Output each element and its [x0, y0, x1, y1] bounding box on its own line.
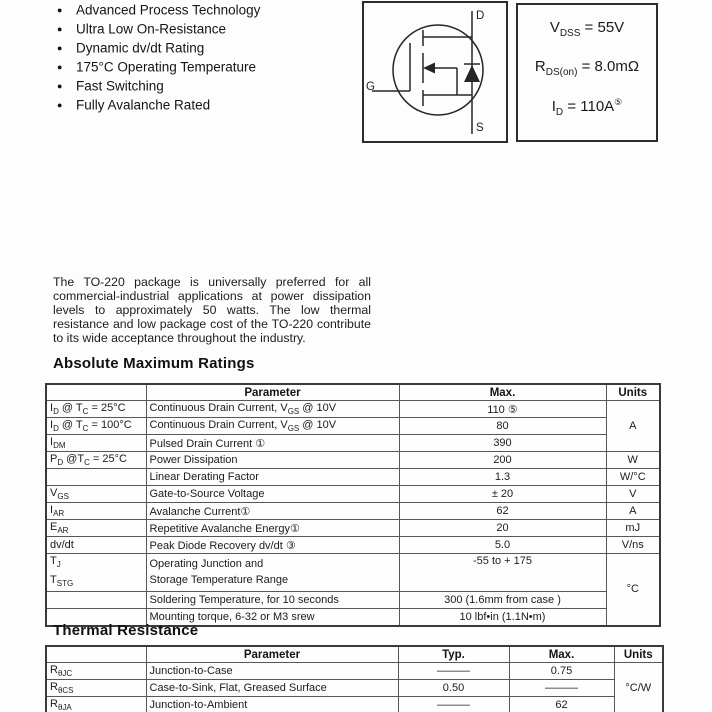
table-row — [46, 680, 663, 697]
feature-item — [57, 58, 260, 77]
parameter-cell: Continuous Drain Current, $V_{GS}$ @ 10V — [146, 418, 399, 435]
units-cell: A — [606, 503, 660, 520]
max-cell: 10 lbf•in (1.1N•m) — [399, 609, 606, 627]
symbol-cell: $T_J$ $T_{STG}$ — [46, 554, 146, 592]
parameter-cell: Power Dissipation — [146, 452, 399, 469]
units-cell: A — [606, 401, 660, 452]
parameter-cell: Repetitive Avalanche Energy① — [146, 520, 399, 537]
units-header: Units — [606, 384, 660, 401]
symbol-cell: $P_D$ $@T_C = 25^\circ C$ — [46, 452, 146, 469]
units-cell: °C/W — [614, 663, 663, 712]
symbol-cell — [46, 469, 146, 486]
parameter-cell: Continuous Drain Current, $V_{GS}$ @ 10V — [146, 401, 399, 418]
feature-item — [57, 20, 260, 39]
table-row — [46, 486, 660, 503]
units-cell: V/ns — [606, 537, 660, 554]
package-description: The TO-220 package is universally preferred for all commercial-industrial applications at power dissipation levels to approximately 50 watts. The low thermal resistance and low package cost of the TO-220 contribute to its wide acceptance throughout the industry. — [53, 275, 371, 345]
table-row — [46, 401, 660, 418]
feature-text: Dynamic dv/dt Rating — [76, 40, 205, 56]
max-header: Max. — [509, 646, 614, 663]
symbol-cell: $V_{GS}$ — [46, 486, 146, 503]
max-cell: 110 ⑤ — [399, 401, 606, 418]
parameter-cell: Operating Junction and Storage Temperature Range — [146, 554, 399, 592]
parameter-header: Parameter — [146, 646, 398, 663]
table-row — [46, 697, 663, 712]
parameter-cell: Junction-to-Case — [146, 663, 398, 680]
table-row — [46, 592, 660, 609]
bullet-icon: ● — [57, 5, 63, 15]
vdss-value: $V_{DSS} = 55V$ — [549, 19, 625, 39]
feature-item — [57, 1, 260, 20]
table-row — [46, 435, 660, 452]
max-cell: 80 — [399, 418, 606, 435]
symbol-cell: $R_{\theta JA}$ — [46, 697, 146, 712]
symbol-cell: $I_D$ @ $T_C = 100^\circ C$ — [46, 418, 146, 435]
typ-cell: 0.50 — [398, 680, 509, 697]
feature-item — [57, 39, 260, 58]
max-cell: 0.75 — [509, 663, 614, 680]
rdson-value: $R_{DS(on)} = 8.0m\Omega$ — [534, 58, 640, 78]
bullet-icon: ● — [57, 24, 63, 35]
feature-text: Advanced Process Technology — [76, 2, 261, 18]
feature-text: Fully Avalanche Rated — [76, 97, 211, 113]
symbol-cell — [46, 592, 146, 609]
units-cell: W — [606, 452, 660, 469]
max-cell: -55 to + 175 — [399, 554, 606, 592]
max-cell: 1.3 — [399, 469, 606, 486]
parameter-cell: Junction-to-Ambient — [146, 697, 398, 712]
bullet-icon: ● — [57, 62, 63, 73]
table-row — [46, 537, 660, 554]
gate-label: G — [366, 81, 375, 93]
abs-max-title: Absolute Maximum Ratings — [53, 355, 255, 372]
units-cell: mJ — [606, 520, 660, 537]
feature-text: Ultra Low On-Resistance — [76, 21, 227, 37]
features-list — [57, 1, 260, 116]
header-row — [46, 646, 663, 663]
source-label: S — [476, 122, 484, 134]
symbol-header — [46, 384, 146, 401]
max-cell: 20 — [399, 520, 606, 537]
parameter-cell: Case-to-Sink, Flat, Greased Surface — [146, 680, 398, 697]
parameter-header: Parameter — [146, 384, 399, 401]
mosfet-symbol-icon — [364, 3, 506, 141]
max-cell: 200 — [399, 452, 606, 469]
max-cell: ± 20 — [399, 486, 606, 503]
id-value: $I_D = 110A^⑤$ — [551, 97, 623, 118]
parameter-cell: Avalanche Current① — [146, 503, 399, 520]
thermal-resistance-table — [45, 645, 664, 712]
transistor-circle — [393, 25, 483, 115]
symbol-cell: $E_{AR}$ — [46, 520, 146, 537]
symbol-cell: dv/dt — [46, 537, 146, 554]
bullet-icon: ● — [57, 100, 63, 111]
parameter-cell: Peak Diode Recovery dv/dt ③ — [146, 537, 399, 554]
max-header: Max. — [399, 384, 606, 401]
feature-item — [57, 96, 260, 115]
table-row — [46, 469, 660, 486]
symbol-cell: $I_D$ @ $T_C = 25^\circ C$ — [46, 401, 146, 418]
parameter-cell: Mounting torque, 6-32 or M3 srew — [146, 609, 399, 627]
table-row — [46, 520, 660, 537]
feature-text: Fast Switching — [76, 78, 164, 94]
typ-header: Typ. — [398, 646, 509, 663]
table-row — [46, 554, 660, 592]
max-cell: 5.0 — [399, 537, 606, 554]
table-row — [46, 418, 660, 435]
units-cell: °C — [606, 554, 660, 627]
body-arrow-icon — [423, 63, 435, 74]
drain-label: D — [476, 10, 485, 22]
table-row — [46, 503, 660, 520]
symbol-header — [46, 646, 146, 663]
max-cell: 300 (1.6mm from case ) — [399, 592, 606, 609]
header-row — [46, 384, 660, 401]
units-header: Units — [614, 646, 663, 663]
abs-max-table — [45, 383, 661, 627]
parameter-cell: Gate-to-Source Voltage — [146, 486, 399, 503]
table-row — [46, 663, 663, 680]
feature-text: 175°C Operating Temperature — [76, 59, 257, 75]
symbol-cell: $R_{\theta CS}$ — [46, 680, 146, 697]
typ-cell: ——— — [398, 663, 509, 680]
parameter-cell: Soldering Temperature, for 10 seconds — [146, 592, 399, 609]
units-cell: V — [606, 486, 660, 503]
bullet-icon: ● — [57, 81, 63, 92]
symbol-cell: $I_{DM}$ — [46, 435, 146, 452]
max-cell: ——— — [509, 680, 614, 697]
table-row — [46, 452, 660, 469]
parameter-cell: Linear Derating Factor — [146, 469, 399, 486]
body-diode-icon — [464, 65, 480, 82]
mosfet-symbol-diagram — [362, 1, 508, 143]
parameter-cell: Pulsed Drain Current ① — [146, 435, 399, 452]
bullet-icon: ● — [57, 43, 63, 54]
max-cell: 62 — [509, 697, 614, 712]
feature-item — [57, 77, 260, 96]
max-cell: 390 — [399, 435, 606, 452]
product-summary-box — [516, 3, 658, 142]
symbol-cell: $I_{AR}$ — [46, 503, 146, 520]
units-cell: W/°C — [606, 469, 660, 486]
max-cell: 62 — [399, 503, 606, 520]
symbol-cell: $R_{\theta JC}$ — [46, 663, 146, 680]
typ-cell: ——— — [398, 697, 509, 712]
thermal-resistance-title: Thermal Resistance — [53, 622, 199, 639]
